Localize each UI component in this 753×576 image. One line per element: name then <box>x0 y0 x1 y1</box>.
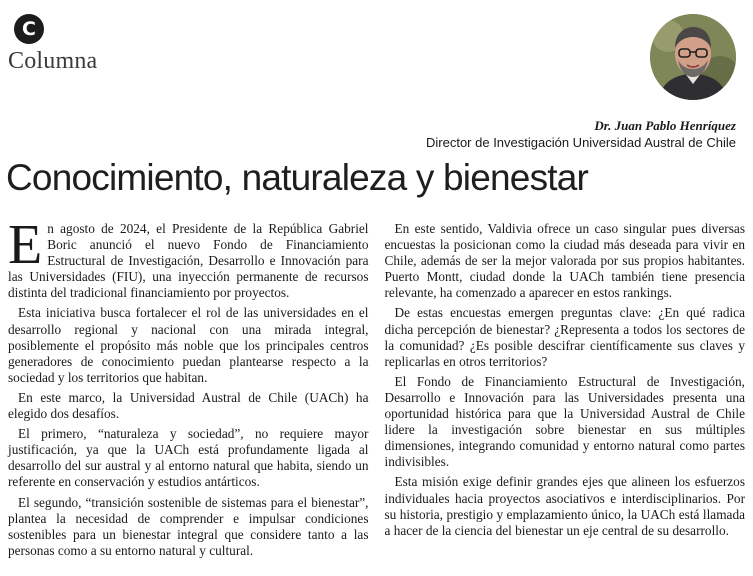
article-paragraph: Esta misión exige definir grandes ejes que alineen los esfuerzos individuales hacia proyectos asociativos e interdisciplinarios. Por su historia, prestigio y emplazamiento único, la UACh está llamada a hacer de la ciencia del bienestar un eje central de su desarrollo. <box>384 474 745 538</box>
drop-cap: E <box>8 214 43 276</box>
article-headline: Conocimiento, naturaleza y bienestar <box>6 157 589 198</box>
article-paragraph: De estas encuestas emergen preguntas clave: ¿En qué radica dicha percepción de bienestar? ¿Representa a todos los sectores de la comunidad? ¿Es posible descifrar científicamente sus claves y replicarlas en otros territorios? <box>384 305 745 369</box>
article-body <box>8 214 745 571</box>
author-role: Director de Investigación Universidad Austral de Chile <box>426 135 736 150</box>
author-photo <box>650 14 736 100</box>
section-badge: C <box>14 14 44 44</box>
article-paragraph: El primero, “naturaleza y sociedad”, no requiere mayor justificación, ya que la UACh está profundamente ligada al desarrollo del sur austral y al entorno natural que habita, siendo un referente en conservación y estudios antárticos. <box>8 426 369 490</box>
article-paragraph: Esta iniciativa busca fortalecer el rol de las universidades en el desarrollo regional y nacional con una mirada integral, posiblemente el propósito más noble que los principales centros generadores de conocimiento puedan plantearse respecto a la sociedad y los territorios que habitan. <box>8 305 369 385</box>
article-paragraph: En este sentido, Valdivia ofrece un caso singular pues diversas encuestas la posicionan como la ciudad más deseada para vivir en Chile, además de ser la mejor valorada por sus propios habitantes. Puerto Montt, ciudad donde la UACh también tiene presencia relevante, ha comenzado a aparecer en estos rankings. <box>384 221 745 301</box>
article-paragraph: En este marco, la Universidad Austral de Chile (UACh) ha elegido dos desafíos. <box>8 389 369 422</box>
author-name: Dr. Juan Pablo Henríquez <box>594 118 736 133</box>
article-paragraph: El segundo, “transición sostenible de sistemas para el bienestar”, plantea la necesidad de comprender e impulsar condiciones sostenibles para un bienestar integral que considere tanto a las personas como a su entorno natural y cultural. <box>8 494 369 558</box>
article-paragraph <box>8 214 369 301</box>
section-label: Columna <box>8 48 98 74</box>
author-portrait-image <box>650 14 736 100</box>
paragraph-text: n agosto de 2024, el Presidente de la República Gabriel Boric anunció el nuevo Fondo de Financiamiento Estructural de Investigación, Desarrollo e Innovación para las Universidades (FIU), una inyección permanente de recursos distinta del tradicional financiamiento por proyectos. <box>8 221 369 301</box>
article-paragraph: El Fondo de Financiamiento Estructural de Investigación, Desarrollo e Innovación para las Universidades presenta una oportunidad histórica para que la Universidad Austral de Chile lidere la investigación sobre bienestar en sus múltiples dimensiones, integrando comunidad y entorno natural como partes indivisibles. <box>384 373 745 470</box>
